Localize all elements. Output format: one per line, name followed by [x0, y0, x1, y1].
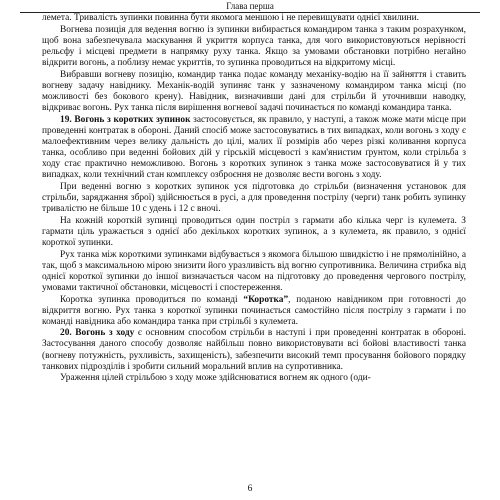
- paragraph-text: Рух танка між короткими зупинками відбувається з якомога більшою швидкістю і не прямолінійно, а так, щоб з максимальною мірою знизити його уразливість від вогню супротивника. Величина стрибка від однієї короткої зупинки до іншої визначається часом на підготовку до проведення чергового пострілу, умовами тактичної обстановки, місцевості і спостереження.: [42, 249, 466, 293]
- paragraph: [42, 373, 466, 384]
- command-word: “Коротка”: [243, 294, 289, 305]
- paragraph: [42, 250, 466, 294]
- paragraph-text: Коротка зупинка проводиться по команді: [60, 294, 244, 305]
- page-number: 6: [247, 484, 253, 494]
- paragraph-text: Вибравши вогневу позицію, командир танка подає командy механіку-водію на її зайняття і ставить вогневу задачу навіднику. Механік-водій зупиняє танк у зазначеному командиром танка місці (по можливості без бокового крену). Навідник, визначивши дані для стрільби й уточнивши наводку, відкриває вогонь. Рух танка після вирішення вогневої задачі починається по команді командира танка.: [42, 69, 466, 113]
- paragraph: [42, 216, 466, 249]
- body-text: [42, 13, 466, 384]
- paragraph-text: На кожній короткій зупинці проводиться один постріл з гармати або кілька черг із кулемета. З гармати ціль уражається з однієї або декількох коротких зупинок, а з кулемета, як правило, з однієї короткої зупинки.: [42, 215, 466, 248]
- section-heading-19: 19. Вогонь з коротких зупинок: [60, 114, 191, 125]
- paragraph: [42, 25, 466, 69]
- paragraph-text: застосовується, як правило, у наступі, а також може мати місце при проведенні контратак в обороні. Даний спосіб може застосовуватись в тих випадках, коли вогонь з ходу є малоефективним через велику дальність до цілі, малих її розмірів або через різкі коливання корпуса танка, особливо при веденні бойових дій у гірській місцевості з кам'янистим ґрунтом, коли стрільба з ходу стає практично неможливою. Вогонь з коротких зупинок з танка може застосовуватися й у тих випадках, коли технічний стан комплексу озброєння не дозволяє вести вогонь з ходу.: [42, 114, 466, 181]
- paragraph-text: лемета. Тривалість зупинки повинна бути якомога меншою і не перевищувати однієї хвилини.: [42, 13, 419, 23]
- running-head: Глава перша: [226, 1, 274, 11]
- paragraph-text: Вогнева позиція для ведення вогню із зупинки вибирається командиром танка з таким розрахунком, щоб вона забезпечувала маскування й укриття корпуса танка, для чого використовуються нерівності рельєфу і місцеві предмети в напрямку руху танка. Якщо за умовами обстановки потрібно негайно відкрити вогонь, а поблизу немає укриттів, то зупинка проводиться на відкритому місці.: [42, 24, 466, 68]
- paragraph-text: , поданою навідником при готовності до відкриття вогню. Рух танка з короткої зупинки починається самостійно після пострілу з гармати і по команді навідника або командира танка при стрільбі з кулемета.: [42, 294, 466, 327]
- paragraph-text: Ураження цілей стрільбою з ходу може здійснюватися вогнем як одного (оди-: [60, 373, 371, 384]
- paragraph: [42, 115, 466, 182]
- paragraph: [42, 328, 466, 372]
- paragraph: [42, 182, 466, 215]
- section-heading-20: 20. Вогонь з ходу: [60, 328, 135, 339]
- paragraph-text: При веденні вогню з коротких зупинок уся підготовка до стрільби (визначення установок для стрільби, заряджання зброї) здійснюється в русі, а для проведення пострілу (черги) танк робить зупинку тривалістю не більше 10 с удень і 12 с вночі.: [42, 181, 466, 214]
- paragraph-text: є основним способом стрільби в наступі і при проведенні контратак в обороні. Застосування даного способу дозволяє найбільш повно використовувати всі бойові властивості танка (вогневу потужність, рухливість, захищеність), забезпечити високий темп просування бойового порядку танкових підрозділів і зробити сильний моральний вплив на супротивника.: [42, 328, 466, 372]
- paragraph: [42, 13, 466, 24]
- paragraph: [42, 70, 466, 114]
- paragraph: [42, 295, 466, 328]
